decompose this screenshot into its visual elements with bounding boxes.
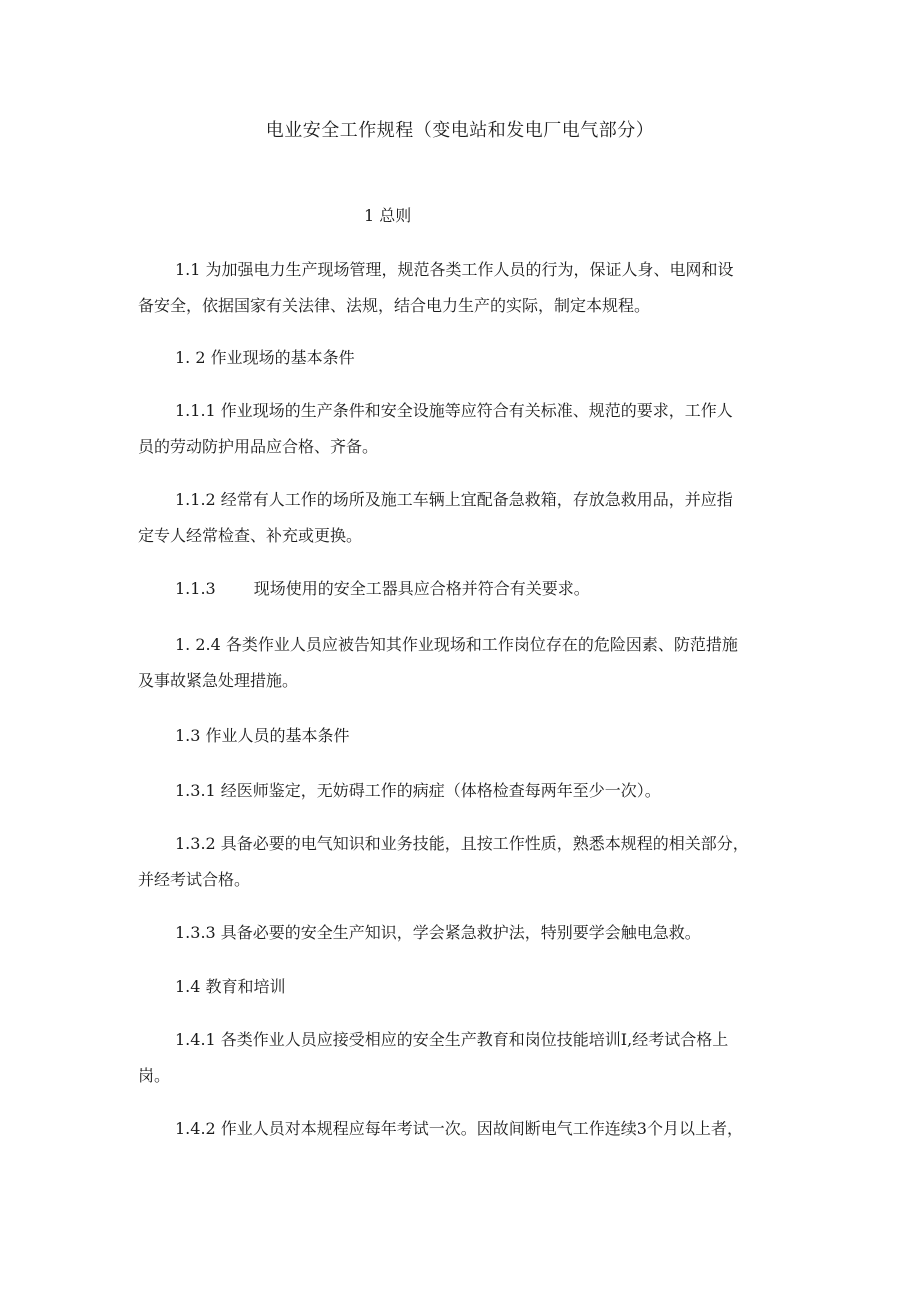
paragraph-1-1 [138,252,788,324]
paragraph-1-1-1 [138,393,788,465]
paragraph-line: 1.3 作业人员的基本条件 [175,726,350,745]
chapter-heading: 1 总则 [364,206,412,225]
clause-number: 1.1.3 [175,579,216,598]
paragraph-line: 1.1.2 经常有人工作的场所及施工车辆上宜配备急救箱，存放急救用品，并应指 [175,490,733,509]
section-heading-1-4 [138,969,788,1005]
paragraph-line: 1.3.2 具备必要的电气知识和业务技能，且按工作性质，熟悉本规程的相关部分， [175,834,749,853]
paragraph-line: 1.1.1 作业现场的生产条件和安全设施等应符合有关标准、规范的要求，工作人 [175,401,733,420]
paragraph-1-4-1 [138,1022,788,1094]
paragraph-1-3-2 [138,826,788,898]
paragraph-line: 定专人经常检查、补充或更换。 [138,526,363,545]
paragraph-line: 员的劳动防护用品应合格、齐备。 [138,437,379,456]
paragraph-1-1-2 [138,482,788,554]
paragraph-line: 1.4.1 各类作业人员应接受相应的安全生产教育和岗位技能培训I,经考试合格上 [175,1030,729,1049]
document-title: 电业安全工作规程（变电站和发电厂电气部分） [265,120,655,141]
paragraph-line: 1. 2.4 各类作业人员应被告知其作业现场和工作岗位存在的危险因素、防范措施 [175,635,738,654]
paragraph-line: 岗。 [138,1066,171,1085]
paragraph-1-3-1 [138,773,788,809]
paragraph-line: 1. 2 作业现场的基本条件 [175,348,355,367]
paragraph-1-4-2 [138,1111,788,1147]
paragraph-line: 及事故紧急处理措施。 [138,671,299,690]
paragraph-line: 1.3.1 经医师鉴定，无妨碍工作的病症（体格检查每两年至少一次）。 [175,781,661,800]
paragraph-line: 1.4 教育和培训 [175,977,286,996]
paragraph-1-2-4 [138,627,788,699]
paragraph-1-1-3 [138,571,788,607]
paragraph-line: 1.1 为加强电力生产现场管理，规范各类工作人员的行为，保证人身、电网和设 [175,260,734,279]
section-heading-1-3 [138,718,788,754]
paragraph-line: 备安全，依据国家有关法律、法规，结合电力生产的实际，制定本规程。 [138,296,651,315]
paragraph-line: 1.3.3 具备必要的安全生产知识，学会紧急救护法，特别要学会触电急救。 [175,923,701,942]
section-heading-1-2 [138,340,788,376]
paragraph-1-3-3 [138,915,788,951]
paragraph-line: 1.4.2 作业人员对本规程应每年考试一次。因故间断电气工作连续3个月以上者， [175,1119,743,1138]
paragraph-line: 并经考试合格。 [138,870,251,889]
clause-text: 现场使用的安全工器具应合格并符合有关要求。 [253,579,590,598]
